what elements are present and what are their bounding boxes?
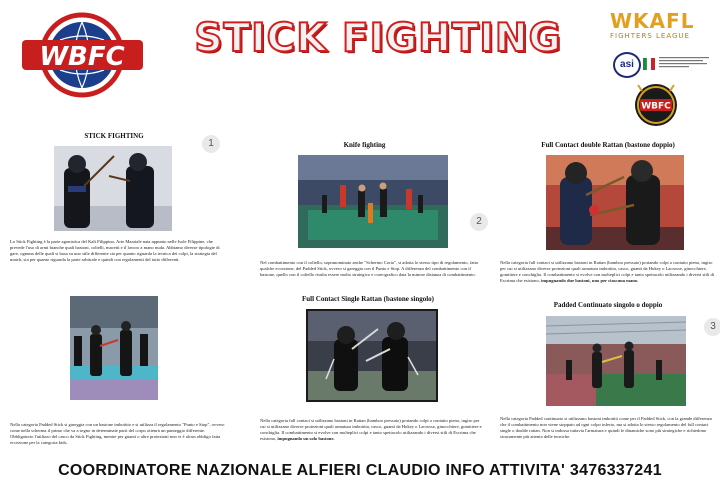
panel-title: Padded Continuato singolo o doppio <box>553 301 663 309</box>
panel-title: Knife fighting <box>343 141 386 149</box>
panel-description-bold: impugnando un solo bastone. <box>277 436 335 441</box>
wbfc-logo-text: WBFC <box>39 42 125 72</box>
asi-logo <box>613 52 713 78</box>
knife-fighting-photo <box>298 155 448 248</box>
panel-knife-fighting <box>242 136 487 286</box>
padded-continuato-photo <box>546 316 686 406</box>
panel-description: Nella categoria Padded continuato si utilizzano bastoni imbottiti come per il Padded Stick, con la grande differenza che il combattimento non viene stoppato ad ogni colpo inferto, ma si adotta lo stesso regolamento del full contact single o double rattan. Non si indossa tuttavia l'armatura e quindi le dinamiche sono più strategiche e richiedono sicuramente più attenta delle tecniche. <box>500 416 712 439</box>
panel-description-bold: impugnando due bastoni, uno per ciascuna mano. <box>541 278 639 283</box>
full-contact-double-photo <box>546 155 684 250</box>
panel-description-text: Nella categoria full contact si utilizzano bastoni in Rattan (bamboo pressato) portando colpi a contatto pieno, ingiro per cui si utilizzano diverse protezioni quali armatura imbottita, casco, guanti da Hokey o Lacrosse, ginocchiere, gomitiere e conchiglia. Il combattimento si evolve con molteplici colpi e tanto spettacolo utilizzando i diversi stili di Escrima che esistono, <box>500 260 715 283</box>
wbfc-logo <box>20 10 145 100</box>
header <box>0 0 720 130</box>
panel-padded-stick <box>4 292 236 452</box>
wbfc-badge-text: WBFC <box>641 101 671 112</box>
wkafl-logo-line1: WKAFL <box>610 9 695 33</box>
panel-description-text: Nella categoria full contact si utilizzano bastoni in Rattan (bamboo pressato) portando colpi a contatto pieno, ingiro per cui si utilizzano diverse protezioni quali armatura imbottita, casco, guanti da Hokey o Lacrosse, ginocchiere, gomitiere e conchiglia. Il combattimento si evolve con molteplici colpi e tanto spettacolo utilizzando i diversi stili di Escrima che esistono, <box>260 418 482 441</box>
panel-description: Nel combattimento con il coltello, sopranominato anche "Schermo Corta", si adotta lo stesso tipo di regolamento, fatta qualche eccezione, del Padded Stick, ovvero si gareggia con il Punto e Stop. A differenza del combattimento con il bastone, quello con il coltello risulta essere molto strategico e coreografico data la minore distanza di combattimento. <box>260 260 478 277</box>
panel-number: 1 <box>202 135 220 153</box>
panel-padded-continuato <box>496 298 720 452</box>
stick-fighting-photo <box>54 146 172 231</box>
panel-number: 3 <box>704 318 720 336</box>
panel-full-contact-single <box>248 292 488 452</box>
asi-fine-print <box>659 55 713 70</box>
wbfc-badge <box>632 82 680 128</box>
panel-description <box>500 260 718 284</box>
panel-title: Full Contact double Rattan (bastone doppio) <box>541 141 675 149</box>
panel-title: Full Contact Single Rattan (bastone singolo) <box>301 295 435 303</box>
wkafl-logo-line2: FIGHTERS LEAGUE <box>610 32 690 40</box>
footer-contact-text: COORDINATORE NAZIONALE ALFIERI CLAUDIO INFO ATTIVITA' 3476337241 <box>58 462 662 479</box>
padded-stick-photo <box>70 296 158 400</box>
panel-stick-fighting <box>4 128 236 288</box>
panel-description: Nella categoria Padded Stick si gareggia con un bastone imbottito e si utilizza il regolamento "Punto e Stop", ovvero come nella scherma il primo che va a segno in determinate parti del corpo ottenrà un punteggio differente. Obbligatorio l'utilizzo del casco da Stick Fighting, mentre per guanti o altre protezioni non vi è alcun obbligo fatta eccezione per la categoria kids. <box>10 422 225 445</box>
full-contact-single-photo <box>306 309 438 402</box>
panel-description <box>260 418 482 442</box>
footer <box>0 456 720 500</box>
panel-full-contact-double <box>496 136 720 296</box>
panel-number: 2 <box>470 213 488 231</box>
wkafl-logo <box>610 10 698 44</box>
page-title: STICK FIGHTING <box>194 16 562 61</box>
panel-description: Lo Stick Fighting è la parte agonistica del Kali Filippino, Arte Marziale nata appunto nelle Isole Filippine, che prevede l'uso di armi bianche quali bastoni, coltelli, macetti e il lavoro a mano nuda. Abbiamo diverse tipologie di gare, ognuna delle quali si basa su uno stile differente sia per quanto riguarda la tecnica dei colpi, la strategia del match, sia per quanto riguarda la parte arbitrale e quindi con regolamenti del tutto differenti. <box>10 239 220 262</box>
asi-logo-text: asi <box>613 52 641 78</box>
panel-title: STICK FIGHTING <box>84 132 144 140</box>
italian-flag-icon <box>643 58 655 70</box>
